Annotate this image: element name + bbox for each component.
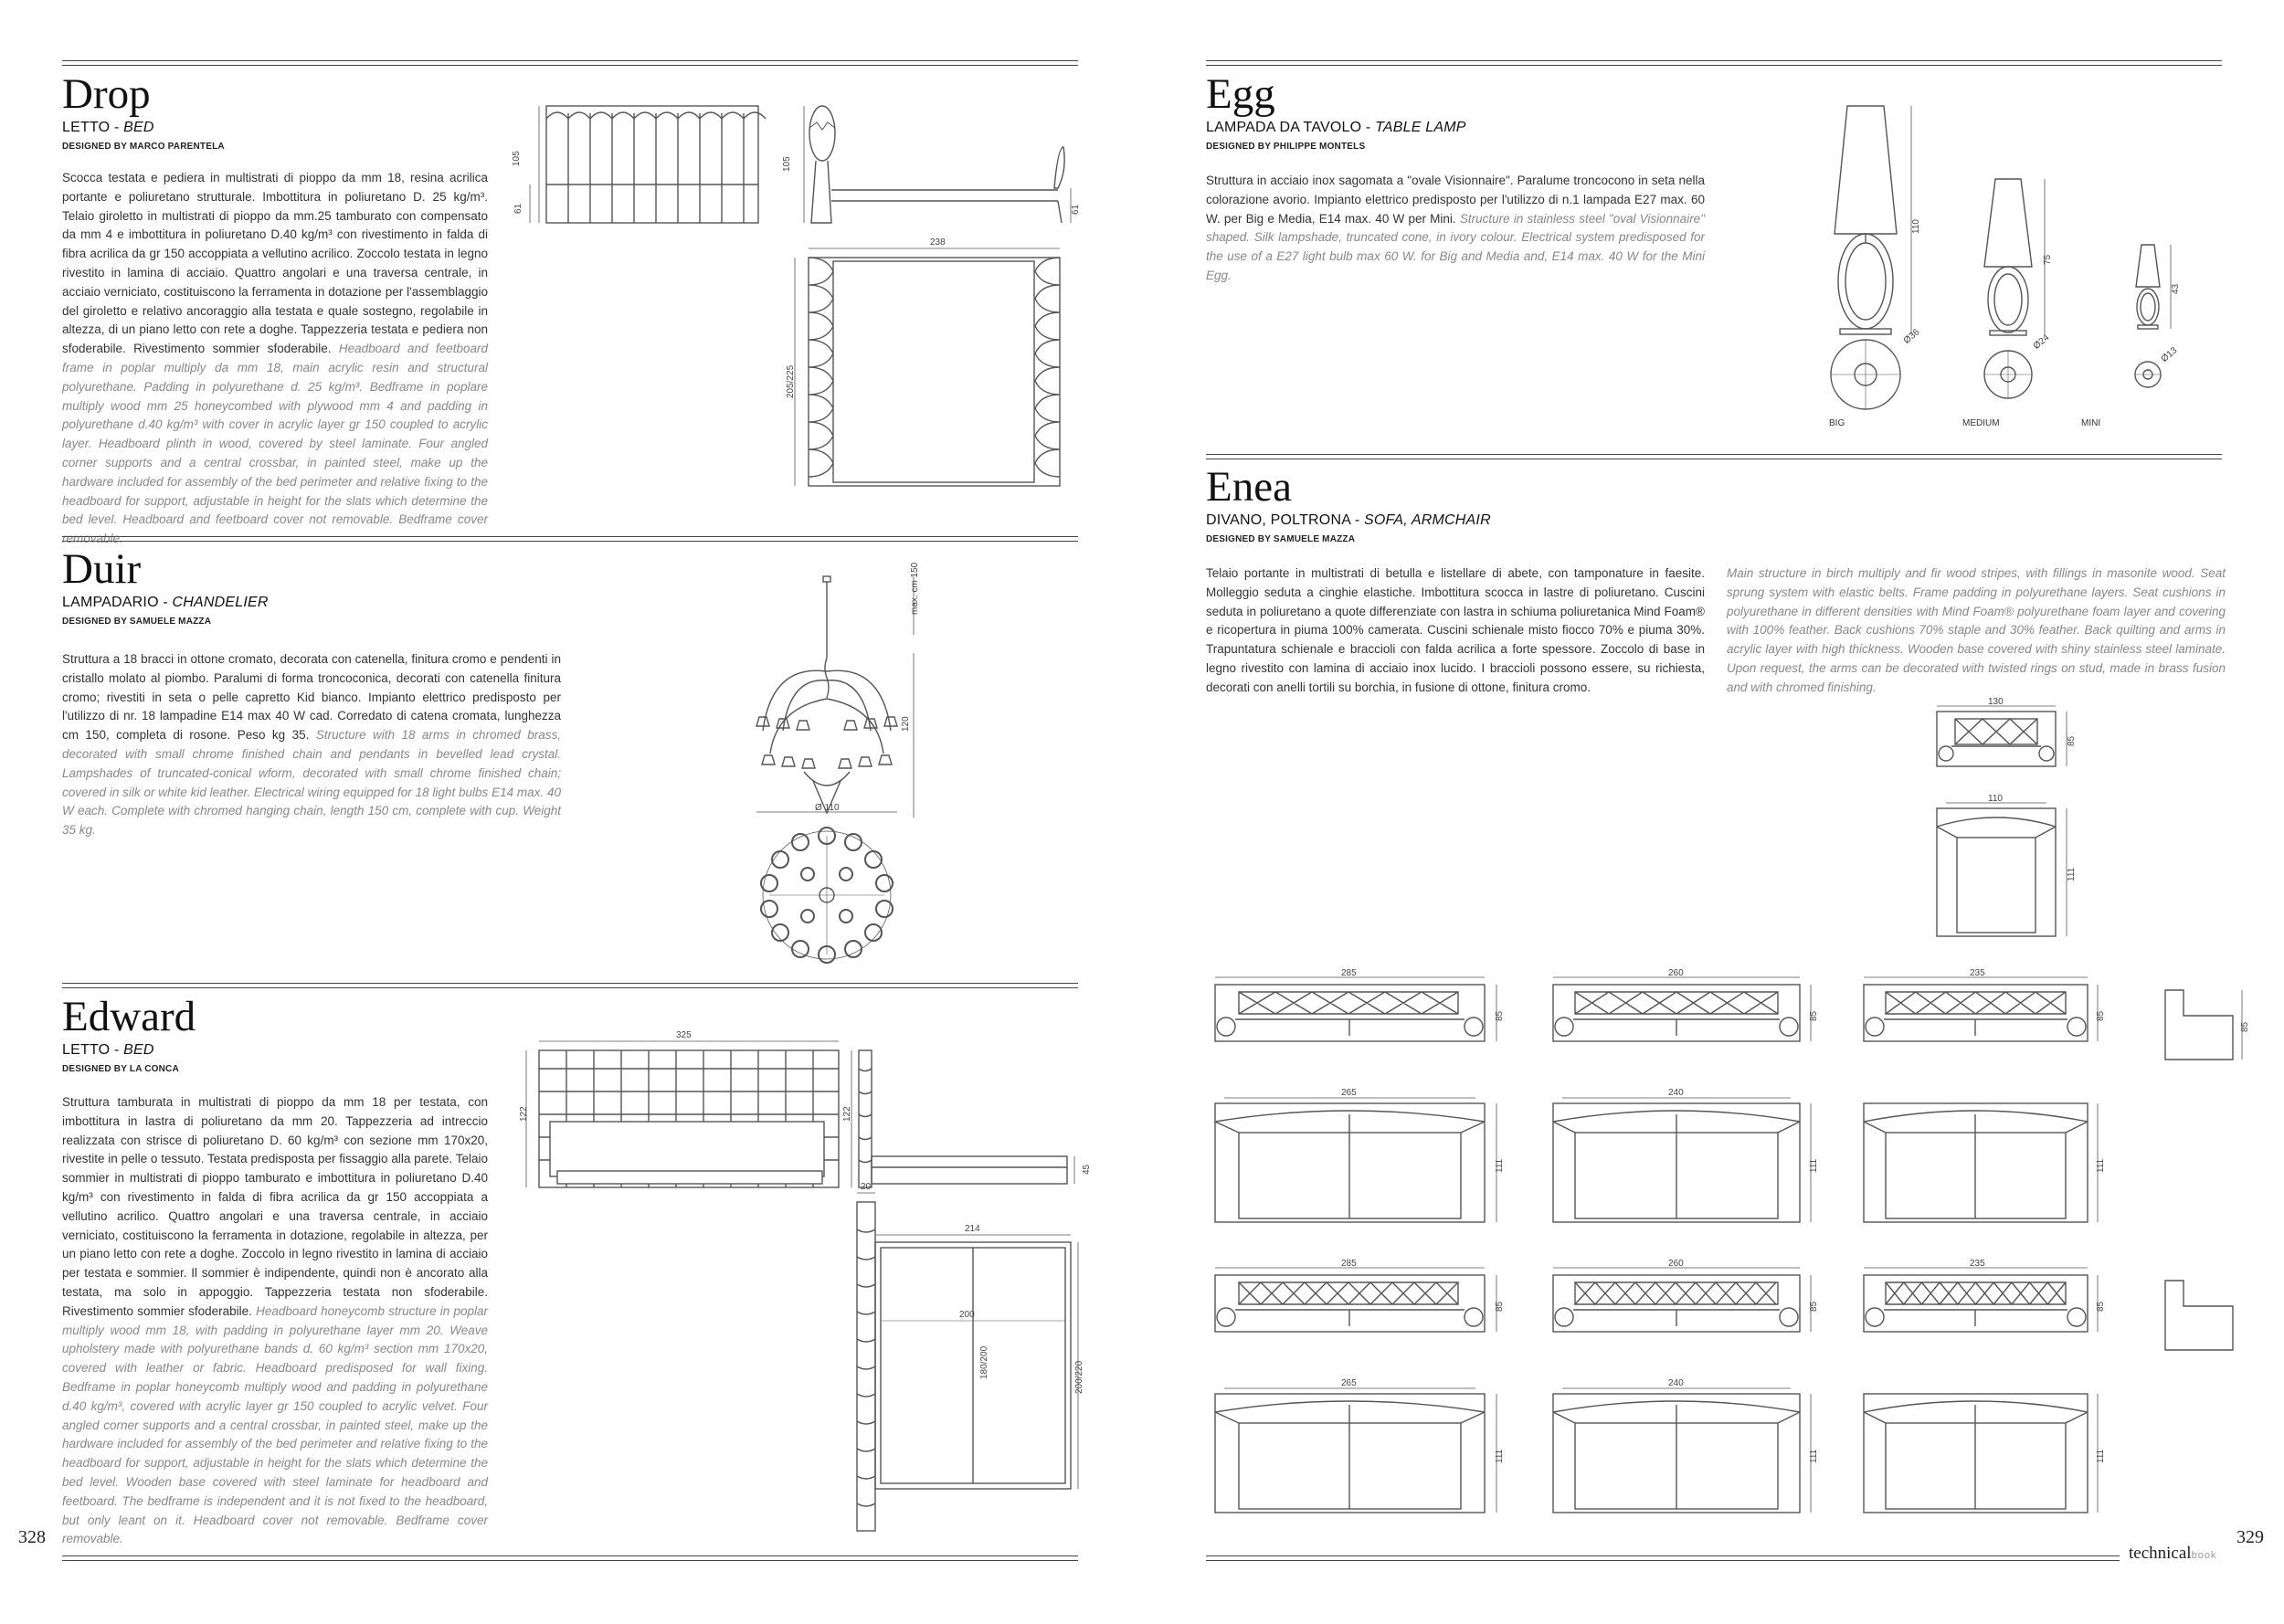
edward-plan bbox=[857, 1182, 1084, 1531]
duir-dim-h: 120 bbox=[901, 716, 911, 732]
top-rule bbox=[62, 60, 1078, 66]
drop-type-it: LETTO - bbox=[62, 120, 124, 135]
brand-main: technical bbox=[2129, 1544, 2192, 1563]
enea-type-it: DIVANO, POLTRONA - bbox=[1206, 512, 1365, 528]
drop-dim-h1: 105 bbox=[512, 151, 522, 166]
enea-sofa3-w: 235 bbox=[1970, 968, 1985, 978]
edward-text-it: Struttura tamburata in multistrati di pioppo da mm 18 per testata, con imbottitura in lastra di poliuretano da mm 20. Tappezzeria ad intreccio realizzata con strisce di poliuretano D. 60 kg/m³ con sezione mm 170x20, rivestite in pelle o tessuto. Testata predisposta per fissaggio alla parete. Telaio sommier in multistrati di pioppo tamburato e imbottitura in poliuretano D.40 kg/m³ con rivestimento in falda di fibra acrilica da gr 150 accoppiata a vellutino acrilico. Quattro angolari e una traversa centrale, in acciaio verniciato, costituiscono la ferramenta in dotazione, regolabile in altezza, per un piano letto con rete a doghe. Zoccolo in legno rivestito in lamina di acciaio per testata e sommier. Il sommier è indipendente, quindi non è ancorato alla testata, ma solo in appoggio. Tappezzeria testata non sfoderabile. Rivestimento sommier sfoderabile. bbox=[62, 1095, 488, 1318]
egg-title: Egg bbox=[1206, 70, 1275, 118]
left-page-number: 328 bbox=[18, 1527, 46, 1547]
edward-dim-w: 325 bbox=[676, 1030, 692, 1040]
egg-type-it: LAMPADA DA TAVOLO - bbox=[1206, 120, 1376, 135]
brand-sub: book bbox=[2191, 1550, 2217, 1561]
edward-dim-mid: 180/200 bbox=[979, 1345, 989, 1379]
enea-sofa1-h: 85 bbox=[1495, 1010, 1505, 1021]
duir-dim-chain: max. cm 150 bbox=[910, 562, 920, 615]
enea-sofa-5 bbox=[1553, 1259, 1819, 1513]
edward-type-en: BED bbox=[123, 1042, 154, 1058]
enea-sofa-6 bbox=[1864, 1259, 2106, 1513]
egg-mini bbox=[2135, 245, 2181, 387]
drop-text-en: Headboard and feetboard frame in poplar multiply da mm 18, main acrylic resin and structural polyurethane. Padding in polyurethane d. 25 kg/m³. Bedframe in poplare multiply wood mm 25 honeycombed with plywood mm 4 and padding in polyurethane d.40 kg/m³ with cover in acrylic layer gr 150 coupled to acrylic layer. Headboard plinth in wood, covered by steel laminate. Four angled corner supports and a central crossbar, in painted steel, make up the hardware included for assembly of the bed perimeter and relative fixing to the headboard for support, adjustable in height for the slats which determine the bed level. Headboard and feetboard cover not removable. Bedframe cover removable. bbox=[62, 342, 488, 546]
duir-text-en: Structure with 18 arms in chromed brass, decorated with small chrome finished chain and pendants in bevelled lead crystal. Lampshades of truncated-conical wform, decorated with small chrome finished chain; covered in silk or white kid leather. Electrical wiring equipped for 18 light bulbs E14 max. 40 W each. Complete with chromed hanging chain, length 150 cm, complete with cup. Weight 35 kg. bbox=[62, 728, 561, 838]
rule-enea bbox=[1206, 454, 2222, 459]
edward-dim-d0: 20 bbox=[861, 1182, 872, 1192]
duir-text-it: Struttura a 18 bracci in ottone cromato, decorata con catenella, finitura cromo e pendenti in cristallo molato al piombo. Paralumi di forma troncoconica, decorati con catenella finitura cromo; rivestiti in seta o pelle capretto Kid bianco. Impianto elettrico predisposto per l'utilizzo di nr. 18 lampadine E14 max 40 W cad. Corredato di catena cromata, lunghezza cm 150, completa di rosone. Peso kg 35. bbox=[62, 652, 561, 743]
edward-description bbox=[62, 1093, 488, 1549]
enea-armchair-d: 111 bbox=[2067, 867, 2077, 881]
duir-title: Duir bbox=[62, 545, 142, 593]
egg-medium-h: 75 bbox=[2043, 254, 2053, 265]
egg-type-en: TABLE LAMP bbox=[1375, 120, 1466, 135]
egg-drawings bbox=[1800, 100, 2229, 438]
edward-dim-inner: 200 bbox=[959, 1310, 975, 1320]
duir-plan bbox=[761, 828, 893, 963]
egg-big-d: Ø36 bbox=[1901, 327, 1922, 346]
egg-medium bbox=[1984, 179, 2053, 398]
duir-type-en: CHANDELIER bbox=[172, 595, 269, 610]
duir-description bbox=[62, 650, 561, 840]
rule-duir bbox=[62, 536, 1078, 542]
enea-armchair-w: 130 bbox=[1988, 697, 2004, 707]
duir-designer: DESIGNED BY SAMUELE MAZZA bbox=[62, 617, 212, 627]
enea-armchair-h: 85 bbox=[2067, 735, 2077, 746]
enea-armchair-w2: 110 bbox=[1988, 794, 2003, 804]
enea-sofa1-d: 111 bbox=[1495, 1158, 1505, 1173]
enea-type-en: SOFA, ARMCHAIR bbox=[1364, 512, 1491, 528]
enea-sofa2-h: 85 bbox=[1809, 1010, 1819, 1021]
enea-sofa5-h: 85 bbox=[1809, 1301, 1819, 1312]
enea-text-en: Main structure in birch multiply and fir wood stripes, with fillings in masonite wood. Seat sprung system with elastic belts. Frame padding in polyurethane layers. Seat cushions in polyurethane in different densities with Mind Foam® polyurethane foam layer and covering with 100% feather. Back cushions 70% staple and 30% feather. Back quilting and arms in acrylic layer with high thickness. Wooden base covered with shiny stainless steel laminate. Upon request, the arms can be decorated with twisted rings on stud, made in brass fusion and with chromed finishing. bbox=[1727, 566, 2226, 694]
duir-type bbox=[62, 595, 269, 611]
enea-sofa5-w: 260 bbox=[1668, 1259, 1684, 1269]
drop-text-it: Scocca testata e pediera in multistrati di pioppo da mm 18, resina acrilica portante e poliuretano strutturale. Imbottitura in poliuretano D. 25 kg/m³. Telaio giroletto in multistrati di pioppo da mm.25 tamburato con compensato da mm 4 e imbottitura in poliuretano D.40 kg/m³ con rivestimento in falda di fibra acrilica da gr 150 accoppiata a vellutino acrilico. Zoccolo testata in legno rivestito in lamina di acciaio. Quattro angolari e una traversa centrale, in acciaio verniciato, costituiscono la ferramenta in dotazione per l'assemblaggio del giroletto e relativo ancoraggio alla testata e quale sostegno, regolabile in altezza, di un piano letto con rete a doghe. Tappezzeria testata e pediera non sfoderabile. Rivestimento sommier sfoderabile. bbox=[62, 171, 488, 356]
edward-dim-h: 122 bbox=[519, 1106, 529, 1122]
edward-title: Edward bbox=[62, 993, 196, 1040]
enea-side-view bbox=[2165, 990, 2250, 1060]
egg-big-h: 110 bbox=[1911, 219, 1921, 234]
enea-title: Enea bbox=[1206, 463, 1292, 511]
egg-text-it: Struttura in acciaio inox sagomata a "ovale Visionnaire". Paralume troncocono in seta nella colorazione avorio. Impianto elettrico predisposto per l'utilizzo di n.1 lampada E27 max. 60 W. per Big e Media, E14 max. 40 W per Mini. bbox=[1206, 174, 1705, 226]
egg-designer: DESIGNED BY PHILIPPE MONTELS bbox=[1206, 142, 1366, 152]
duir-elevation bbox=[756, 562, 920, 817]
enea-sofa2-w: 260 bbox=[1668, 968, 1684, 978]
enea-sofa-3 bbox=[1864, 968, 2106, 1222]
edward-designer: DESIGNED BY LA CONCA bbox=[62, 1064, 179, 1074]
enea-text-it-block bbox=[1206, 564, 1705, 698]
enea-text-it: Telaio portante in multistrati di betulla e listellare di abete, con tamponature in faesite. Molleggio seduta a cinghie elastiche. Imbottitura scocca in lastre di poliuretano. Cuscini seduta in poliuretano a quote differenziate con lastra in schiuma poliuretanica Mind Foam® e ricopertura in piuma 100% camerata. Cuscini schienale misto fiocco 70% e piuma 30%. Trapuntatura schienale e braccioli con falda acrilica a forte spessore. Zoccolo di base in legno rivestito con lamina di acciaio inox lucido. I braccioli possono essere, su richiesta, decorati con anelli tortili su borchia, in fusione di ottone, finitura cromo. bbox=[1206, 566, 1705, 694]
technical-book-brand bbox=[2129, 1544, 2216, 1564]
enea-sofas-row2 bbox=[1206, 1260, 2229, 1525]
duir-type-it: LAMPADARIO - bbox=[62, 595, 173, 610]
edward-front bbox=[519, 1030, 839, 1187]
enea-text-en-block bbox=[1727, 564, 2226, 698]
enea-sofas-row1 bbox=[1206, 968, 2250, 1235]
enea-designer: DESIGNED BY SAMUELE MAZZA bbox=[1206, 534, 1356, 544]
enea-side-view-2 bbox=[2165, 1281, 2233, 1350]
drop-type-en: BED bbox=[123, 120, 154, 135]
drop-dim-w: 238 bbox=[930, 237, 946, 248]
edward-dim-h2: 122 bbox=[842, 1106, 852, 1122]
edward-type bbox=[62, 1042, 154, 1059]
drop-dim-h3: 105 bbox=[782, 156, 792, 172]
egg-text-en: Structure in stainless steel "oval Visionnaire" shaped. Silk lampshade, truncated cone, in ivory colour. Electrical system predisposed for the use of a E27 light bulb max 60 W. for Big and Media and, E14 max. 40 W for the Mini Egg. bbox=[1206, 211, 1705, 282]
enea-sofa6-d: 111 bbox=[2096, 1449, 2106, 1463]
egg-type bbox=[1206, 120, 1466, 136]
enea-sofa5-d: 111 bbox=[1809, 1449, 1819, 1463]
egg-big bbox=[1831, 106, 1922, 409]
enea-sofa-1 bbox=[1215, 968, 1505, 1222]
drop-plan-view bbox=[786, 237, 1060, 486]
egg-label-big: BIG bbox=[1829, 418, 1845, 428]
edward-drawings bbox=[512, 1023, 1096, 1548]
enea-armchair bbox=[1919, 699, 2083, 950]
egg-description bbox=[1206, 172, 1705, 286]
enea-sofa3-d: 111 bbox=[2096, 1158, 2106, 1173]
edward-text-en: Headboard honeycomb structure in poplar multiply wood mm 18, with padding in polyurethane layer mm 20. Weave upholstery made with polyurethane bands d. 60 kg/m³ section mm 170x20, covered with leather or fabric. Headboard predisposed for wall fixing. Bedframe in poplar honeycomb multiply wood and padding in polyurethane d.40 kg/m³, covered with acrylic layer gr 150 coupled to acrylic velvet. Four angled corner supports and a central crossbar, in painted steel, make up the hardware included for assembly of the bed perimeter and relative fixing to the headboard for support, adjustable in height for the slats which determine the bed level. Wooden base covered with steel laminate for headboard and feetboard. The bedframe is independent and it is not fixed to the headboard, but only leant on it. Headboard cover not removable. Bedframe cover removable. bbox=[62, 1303, 488, 1546]
bottom-rule-right bbox=[1206, 1555, 2120, 1561]
enea-type bbox=[1206, 512, 1491, 529]
enea-sofa4-w: 285 bbox=[1341, 1259, 1357, 1269]
drop-drawings bbox=[512, 100, 1096, 493]
drop-dim-d: 205/225 bbox=[786, 364, 796, 398]
drop-type bbox=[62, 120, 154, 136]
enea-side-h: 85 bbox=[2240, 1021, 2250, 1032]
drop-description bbox=[62, 169, 488, 549]
duir-dim-w: Ø 110 bbox=[815, 803, 840, 813]
enea-sofa5-w2: 240 bbox=[1668, 1378, 1684, 1388]
enea-sofa4-h: 85 bbox=[1495, 1301, 1505, 1312]
bottom-rule-left bbox=[62, 1555, 1078, 1561]
drop-designer: DESIGNED BY MARCO PARENTELA bbox=[62, 142, 225, 152]
duir-drawings bbox=[749, 562, 932, 968]
enea-sofa-2 bbox=[1553, 968, 1819, 1222]
enea-sofa4-w2: 265 bbox=[1341, 1378, 1357, 1388]
enea-sofa2-w2: 240 bbox=[1668, 1088, 1684, 1098]
egg-mini-h: 43 bbox=[2171, 283, 2181, 294]
edward-dim-w2: 214 bbox=[965, 1224, 980, 1234]
edward-dim-h3: 45 bbox=[1082, 1164, 1092, 1175]
enea-sofa6-h: 85 bbox=[2096, 1301, 2106, 1312]
enea-sofa2-d: 111 bbox=[1809, 1158, 1819, 1173]
top-rule-right bbox=[1206, 60, 2222, 66]
right-page bbox=[1142, 0, 2284, 1624]
edward-type-it: LETTO - bbox=[62, 1042, 124, 1058]
enea-sofa4-d: 111 bbox=[1495, 1449, 1505, 1463]
egg-mini-d: Ø13 bbox=[2159, 345, 2180, 364]
egg-label-medium: MEDIUM bbox=[1962, 418, 2000, 428]
enea-sofa3-h: 85 bbox=[2096, 1010, 2106, 1021]
rule-edward bbox=[62, 983, 1078, 988]
egg-label-mini: MINI bbox=[2081, 418, 2101, 428]
enea-sofa-4 bbox=[1215, 1259, 1505, 1513]
enea-sofa1-w: 285 bbox=[1341, 968, 1357, 978]
right-page-number: 329 bbox=[2236, 1527, 2264, 1547]
drop-dim-h2: 61 bbox=[513, 203, 523, 214]
drop-headboard-front bbox=[512, 106, 766, 223]
enea-sofa1-w2: 265 bbox=[1341, 1088, 1357, 1098]
egg-medium-d: Ø24 bbox=[2031, 332, 2052, 352]
drop-title: Drop bbox=[62, 70, 151, 118]
edward-dim-side: 200/220 bbox=[1074, 1360, 1084, 1394]
edward-side bbox=[842, 1050, 1092, 1187]
drop-dim-h4: 61 bbox=[1071, 204, 1081, 215]
drop-side-view bbox=[782, 106, 1081, 223]
enea-sofa6-w: 235 bbox=[1970, 1259, 1985, 1269]
